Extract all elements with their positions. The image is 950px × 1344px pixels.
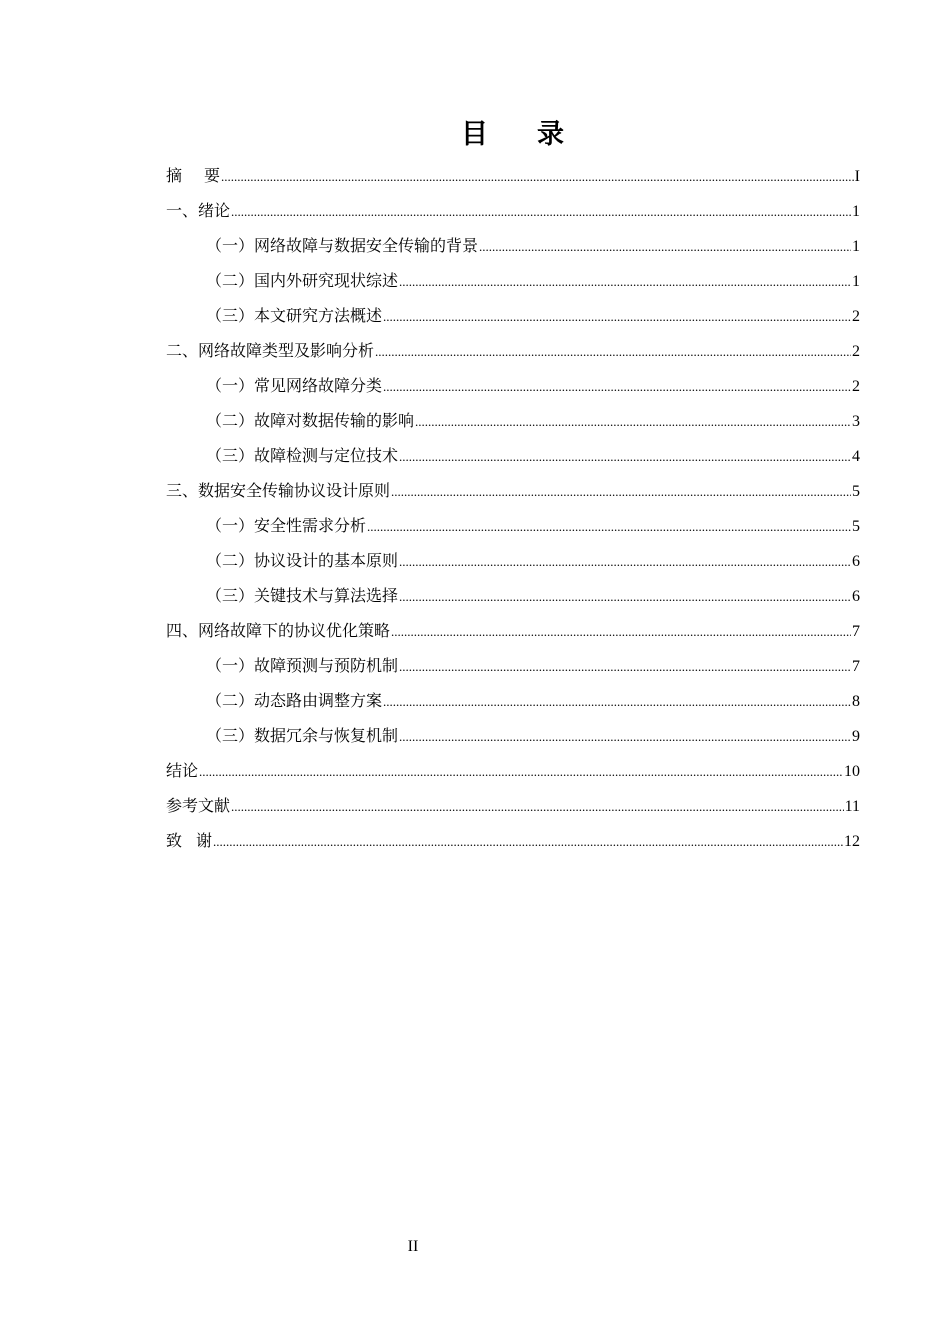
toc-leader-dots <box>383 369 851 404</box>
toc-entry-section-4-3[interactable] <box>166 718 860 753</box>
toc-entry-section-3-2[interactable] <box>166 543 860 578</box>
toc-entry-section-1-2[interactable] <box>166 263 860 298</box>
toc-entry-chapter-2[interactable] <box>166 333 860 368</box>
toc-page-number: 7 <box>852 658 860 675</box>
toc-entry-label: （一）网络故障与数据安全传输的背景 <box>206 236 479 255</box>
toc-page-number: 10 <box>844 763 860 780</box>
toc-leader-dots <box>399 719 851 754</box>
toc-page-number: 2 <box>852 308 860 325</box>
toc-entry-section-2-3[interactable] <box>166 438 860 473</box>
toc-page-number: I <box>854 168 860 185</box>
toc-leader-dots <box>391 614 851 649</box>
toc-entry-section-4-2[interactable] <box>166 683 860 718</box>
toc-leader-dots <box>391 474 851 509</box>
toc-entry-label: 参考文献 <box>166 796 231 815</box>
toc-entry-chapter-4[interactable] <box>166 613 860 648</box>
toc-leader-dots <box>213 824 843 859</box>
toc-page-number: 1 <box>852 273 860 290</box>
toc-entry-abstract[interactable] <box>166 158 860 193</box>
toc-leader-dots <box>231 789 844 824</box>
toc-page-number: 9 <box>852 728 860 745</box>
table-of-contents <box>166 158 860 858</box>
toc-entry-label: （一）故障预测与预防机制 <box>206 656 399 675</box>
toc-leader-dots <box>399 544 851 579</box>
toc-leader-dots <box>479 229 851 264</box>
toc-leader-dots <box>231 194 851 229</box>
toc-title-part1: 目 <box>461 119 489 150</box>
toc-leader-dots <box>399 439 851 474</box>
toc-leader-dots <box>399 649 851 684</box>
toc-entry-label: 结论 <box>166 761 199 780</box>
toc-page-number: 2 <box>852 378 860 395</box>
toc-entry-label: 四、网络故障下的协议优化策略 <box>166 621 391 640</box>
toc-entry-label: （二）国内外研究现状综述 <box>206 271 399 290</box>
toc-leader-dots <box>415 404 851 439</box>
toc-page-number: 6 <box>852 588 860 605</box>
toc-page-number: 4 <box>852 448 860 465</box>
toc-entry-label: （三）本文研究方法概述 <box>206 306 383 325</box>
toc-entry-section-4-1[interactable] <box>166 648 860 683</box>
toc-entry-section-3-3[interactable] <box>166 578 860 613</box>
toc-entry-acknowledgements[interactable] <box>166 823 860 858</box>
toc-page-number: 2 <box>852 343 860 360</box>
toc-page-number: 1 <box>852 238 860 255</box>
toc-title <box>0 112 950 151</box>
toc-page-number: 12 <box>844 833 860 850</box>
toc-page-number: 5 <box>852 518 860 535</box>
toc-entry-references[interactable] <box>166 788 860 823</box>
toc-leader-dots <box>399 579 851 614</box>
toc-leader-dots <box>399 264 851 299</box>
toc-entry-label: （二）动态路由调整方案 <box>206 691 383 710</box>
toc-entry-label: 一、绪论 <box>166 201 231 220</box>
toc-entry-section-2-2[interactable] <box>166 403 860 438</box>
toc-entry-label: 三、数据安全传输协议设计原则 <box>166 481 391 500</box>
toc-entry-label: （三）关键技术与算法选择 <box>206 586 399 605</box>
toc-entry-label: （二）故障对数据传输的影响 <box>206 411 415 430</box>
toc-entry-chapter-3[interactable] <box>166 473 860 508</box>
toc-page-number: 5 <box>852 483 860 500</box>
toc-page-number: 6 <box>852 553 860 570</box>
toc-entry-label: （二）协议设计的基本原则 <box>206 551 399 570</box>
toc-page-number: 3 <box>852 413 860 430</box>
toc-entry-conclusion[interactable] <box>166 753 860 788</box>
toc-leader-dots <box>221 159 854 194</box>
toc-leader-dots <box>383 299 851 334</box>
toc-entry-section-2-1[interactable] <box>166 368 860 403</box>
toc-page-number: 8 <box>852 693 860 710</box>
toc-entry-label: （三）故障检测与定位技术 <box>206 446 399 465</box>
toc-leader-dots <box>375 334 851 369</box>
toc-entry-label: 致 谢 <box>166 831 213 850</box>
toc-entry-label: 摘 要 <box>166 166 221 185</box>
toc-title-part2: 录 <box>537 119 565 150</box>
toc-entry-label: （三）数据冗余与恢复机制 <box>206 726 399 745</box>
toc-leader-dots <box>367 509 851 544</box>
toc-entry-label: 二、网络故障类型及影响分析 <box>166 341 375 360</box>
toc-entry-label: （一）安全性需求分析 <box>206 516 367 535</box>
toc-leader-dots <box>383 684 851 719</box>
toc-entry-label: （一）常见网络故障分类 <box>206 376 383 395</box>
toc-page-number: 11 <box>844 798 860 815</box>
toc-entry-section-1-3[interactable] <box>166 298 860 333</box>
toc-page-number: 7 <box>852 623 860 640</box>
toc-page-number: 1 <box>852 203 860 220</box>
toc-leader-dots <box>199 754 843 789</box>
toc-entry-section-1-1[interactable] <box>166 228 860 263</box>
toc-entry-section-3-1[interactable] <box>166 508 860 543</box>
page-footer-number: II <box>407 1238 419 1255</box>
toc-entry-chapter-1[interactable] <box>166 193 860 228</box>
